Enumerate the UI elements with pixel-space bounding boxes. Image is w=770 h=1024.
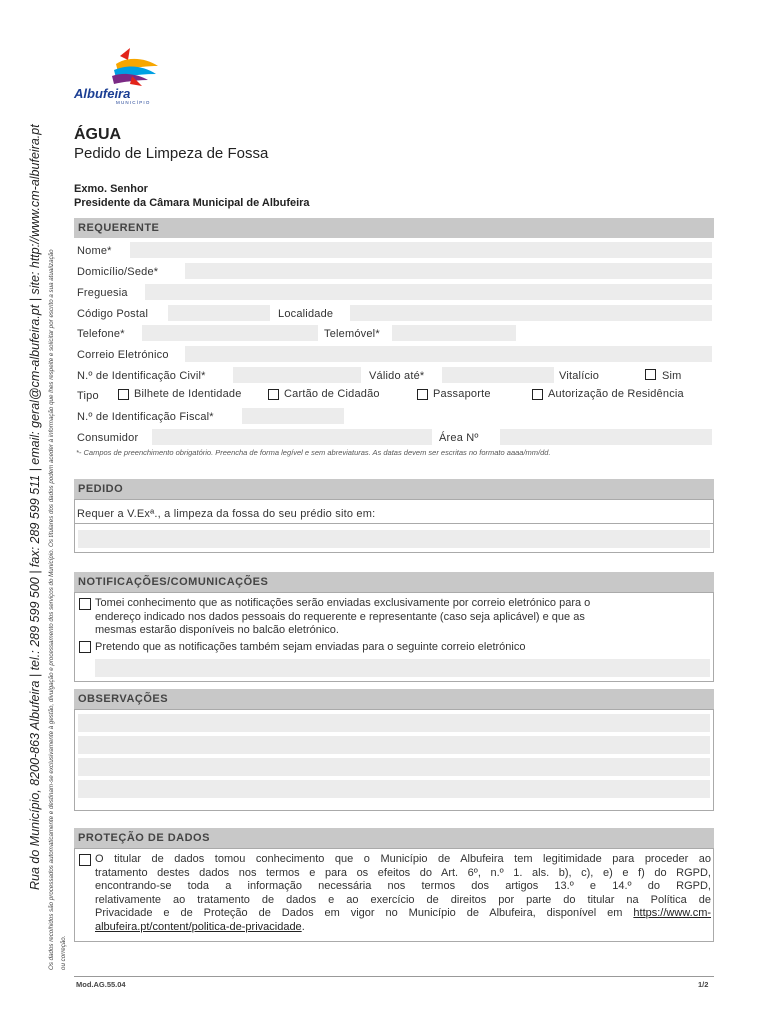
privacy-link-part1[interactable]: https://www.cm- (633, 907, 712, 919)
page-title: ÁGUA (74, 126, 122, 143)
notif-extra-checkbox[interactable] (79, 641, 91, 653)
privacy-text-1: Os dados recolhidos são processados automaticamente e destinam-se exclusivamente à gestão, divulgação e processamento dos serviços do Município. Os titulares dos dados podem aceder à informação que lhes respeite e solicitar por escrito a sua atualização (48, 249, 55, 970)
area-field[interactable] (500, 429, 712, 445)
nome-label: Nome* (77, 245, 112, 257)
notificacoes-heading: NOTIFICAÇÕES/COMUNICAÇÕES (74, 572, 714, 592)
protecao-line4: relativamente ao tratamento de dados e ao exercício de direitos por parte do titular na Política de (95, 893, 711, 906)
address-text: Rua do Município, 8200-863 Albufeira | tel.: 289 599 500 | fax: 289 599 511 | email: geral@cm-albufeira.pt | site: http://www.cm-albufeira.pt (28, 124, 42, 890)
requerente-heading: REQUERENTE (74, 218, 714, 238)
notif-exclusive-text (95, 597, 690, 638)
telefone-label: Telefone* (77, 328, 125, 340)
observacoes-line-2[interactable] (78, 736, 710, 754)
addressee-line2: Presidente da Câmara Municipal de Albufeira (74, 197, 310, 209)
logo-text: Albufeira (74, 86, 131, 101)
tipo-cc-label: Cartão de Cidadão (284, 388, 380, 400)
nic-field[interactable] (233, 367, 361, 383)
localidade-field[interactable] (350, 305, 712, 321)
vitalicio-label: Vitalício (559, 370, 600, 382)
form-code: Mod.AG.55.04 (76, 980, 126, 989)
valido-label: Válido até* (369, 370, 425, 382)
protecao-line2: tratamento destes dados nos termos e para os efeitos do Art. 6º, n.º 1. als. b), c), e) e f) do RGPD, (95, 866, 711, 879)
addressee (74, 182, 310, 210)
valido-field[interactable] (442, 367, 554, 383)
protecao-heading: PROTEÇÃO DE DADOS (74, 828, 714, 848)
localidade-label: Localidade (278, 308, 334, 320)
protecao-checkbox[interactable] (79, 854, 91, 866)
tipo-bi-label: Bilhete de Identidade (134, 388, 242, 400)
observacoes-heading: OBSERVAÇÕES (74, 689, 714, 709)
protecao-line5: Privacidade e de Proteção de Dados em vigor no Município de Albufeira, disponível em (95, 907, 623, 919)
telemovel-label: Telemóvel* (324, 328, 380, 340)
observacoes-line-3[interactable] (78, 758, 710, 776)
observacoes-line-1[interactable] (78, 714, 710, 732)
privacy-text-2: ou correção. (60, 935, 67, 970)
pedido-heading: PEDIDO (74, 479, 714, 499)
observacoes-line-4[interactable] (78, 780, 710, 798)
nic-label: N.º de Identificação Civil* (77, 370, 206, 382)
area-label: Área Nº (439, 432, 479, 444)
protecao-text (95, 853, 711, 934)
tipo-ar-label: Autorização de Residência (548, 388, 684, 400)
notif-exclusive-line1: Tomei conhecimento que as notificações serão enviadas exclusivamente por correio eletrónico para o (95, 597, 591, 609)
consumidor-field[interactable] (152, 429, 432, 445)
tipo-cc-checkbox[interactable] (268, 389, 279, 400)
telefone-field[interactable] (142, 325, 318, 341)
sidebar-address (28, 10, 48, 890)
notif-exclusive-line2: endereço indicado nos dados pessoais do requerente e representante (caso seja aplicável) e que as (95, 610, 585, 623)
notif-extra-email-field[interactable] (95, 659, 710, 677)
consumidor-label: Consumidor (77, 432, 139, 444)
nif-field[interactable] (242, 408, 344, 424)
email-label: Correio Eletrónico (77, 349, 169, 361)
page-number: 1/2 (698, 980, 709, 989)
freguesia-field[interactable] (145, 284, 712, 300)
pedido-address-field[interactable] (78, 530, 710, 548)
protecao-line1: O titular de dados tomou conhecimento que o Município de Albufeira tem legitimidade para proceder ao (95, 853, 711, 865)
privacy-link-part2[interactable]: albufeira.pt/content/politica-de-privacidade (95, 920, 302, 933)
protecao-line3: encontrando-se toda a informação necessária nos termos dos artigos 13.º e 14.º do RGPD, (95, 880, 711, 892)
freguesia-label: Freguesia (77, 287, 128, 299)
codigo-postal-label: Código Postal (77, 308, 149, 320)
nif-label: N.º de Identificação Fiscal* (77, 411, 214, 423)
tipo-passaporte-checkbox[interactable] (417, 389, 428, 400)
pedido-text: Requer a V.Exª., a limpeza da fossa do seu prédio sito em: (77, 508, 376, 520)
codigo-postal-field[interactable] (168, 305, 270, 321)
sim-label: Sim (662, 370, 682, 382)
notif-exclusive-checkbox[interactable] (79, 598, 91, 610)
tipo-passaporte-label: Passaporte (433, 388, 491, 400)
protecao-line6-wrap (95, 921, 711, 935)
mandatory-note: *- Campos de preenchimento obrigatório. Preencha de forma legível e sem abreviaturas. As datas devem ser escritas no formato aaaa/mm/dd. (76, 448, 551, 457)
page-subtitle: Pedido de Limpeza de Fossa (74, 145, 269, 162)
tipo-bi-checkbox[interactable] (118, 389, 129, 400)
telemovel-field[interactable] (392, 325, 516, 341)
protecao-line5-wrap (95, 907, 711, 921)
protecao-end: . (301, 920, 305, 933)
tipo-ar-checkbox[interactable] (532, 389, 543, 400)
domicilio-field[interactable] (185, 263, 712, 279)
notif-extra-text: Pretendo que as notificações também sejam enviadas para o seguinte correio eletrónico (95, 641, 526, 653)
notif-exclusive-line3: mesmas estarão disponíveis no balcão eletrónico. (95, 624, 339, 636)
email-field[interactable] (185, 346, 712, 362)
addressee-line1: Exmo. Senhor (74, 183, 148, 195)
albufeira-logo (72, 46, 172, 106)
nome-field[interactable] (130, 242, 712, 258)
pedido-divider (74, 523, 714, 524)
tipo-label: Tipo (77, 390, 99, 402)
logo-sub: MUNICÍPIO (116, 100, 151, 105)
domicilio-label: Domicílio/Sede* (77, 266, 159, 278)
footer-divider (74, 976, 714, 977)
vitalicio-checkbox[interactable] (645, 369, 656, 380)
